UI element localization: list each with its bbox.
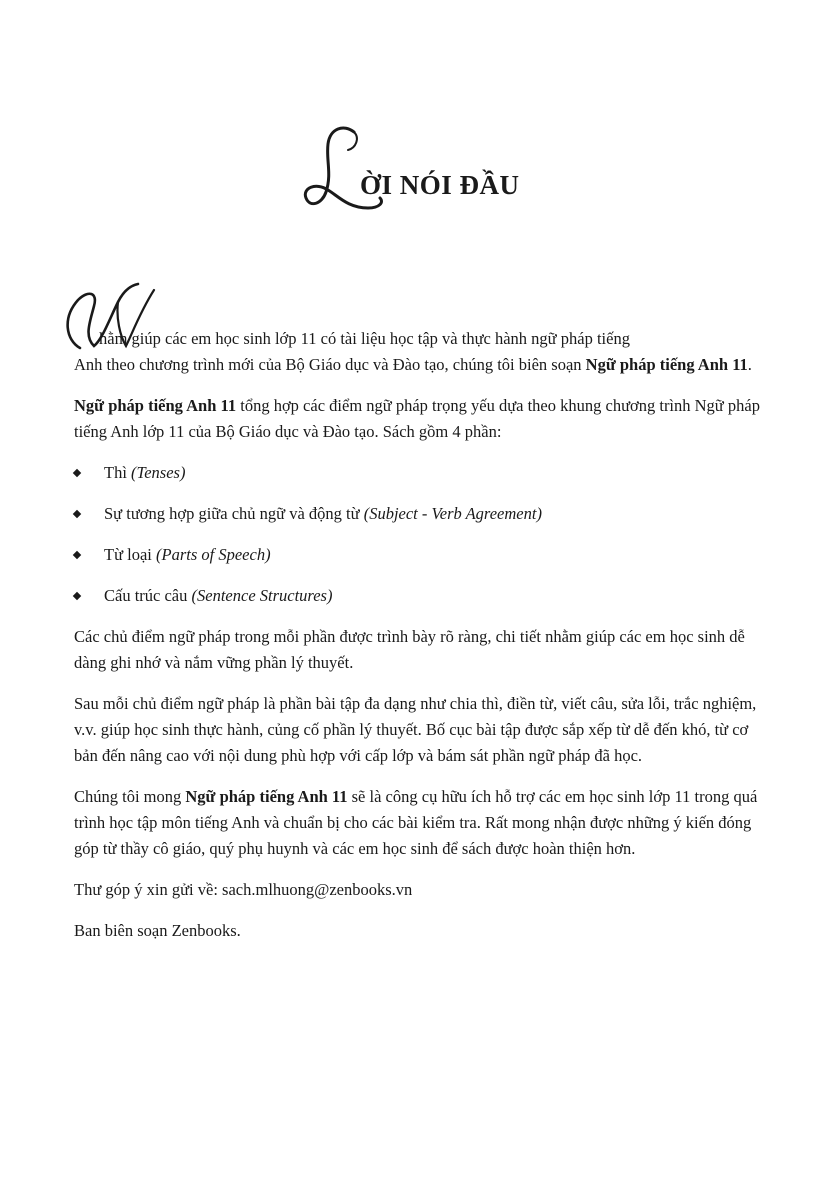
intro-line-2: Anh theo chương trình mới của Bộ Giáo dục và Đào tạo, chúng tôi biên soạn bbox=[74, 355, 586, 374]
contact-line: Thư góp ý xin gửi về: sach.mlhuong@zenbooks.vn bbox=[74, 880, 413, 899]
dropcap-n-flourish bbox=[58, 278, 168, 356]
intro-line-1: hằm giúp các em học sinh lớp 11 có tài liệu học tập và thực hành ngữ pháp tiếng bbox=[99, 329, 630, 348]
bullet-diamond-icon bbox=[73, 469, 81, 477]
part-vi: Sự tương hợp giữa chủ ngữ và động từ bbox=[104, 504, 364, 523]
part-en: (Subject - Verb Agreement) bbox=[363, 504, 542, 523]
part-en: (Parts of Speech) bbox=[156, 545, 271, 564]
hope-post: sẽ là công cụ hữu ích hỗ trợ các em học sinh lớp 11 trong quá trình học tập môn tiếng Anh và chuẩn bị cho các bài kiểm tra. Rất mong nhận được những ý kiến đóng góp từ thầy cô giáo, quý phụ huynh và các em học sinh để sách được hoàn thiện hơn. bbox=[74, 787, 758, 858]
topics-paragraph: Các chủ điểm ngữ pháp trong mỗi phần được trình bày rõ ràng, chi tiết nhằm giúp các em học sinh dễ dàng ghi nhớ và nắm vững phần lý thuyết. bbox=[74, 627, 745, 672]
part-vi: Cấu trúc câu bbox=[104, 586, 192, 605]
signature: Ban biên soạn Zenbooks. bbox=[74, 921, 241, 940]
bullet-diamond-icon bbox=[73, 592, 81, 600]
bullet-diamond-icon bbox=[73, 510, 81, 518]
summary-book-title: Ngữ pháp tiếng Anh 11 bbox=[74, 396, 237, 415]
list-item bbox=[74, 501, 764, 527]
list-item bbox=[74, 583, 764, 609]
hope-pre: Chúng tôi mong bbox=[74, 787, 186, 806]
part-en: (Tenses) bbox=[131, 463, 186, 482]
part-en: (Sentence Structures) bbox=[191, 586, 333, 605]
part-vi: Thì bbox=[104, 463, 132, 482]
summary-text: tổng hợp các điểm ngữ pháp trọng yếu dựa theo khung chương trình Ngữ pháp tiếng Anh lớp 11 của Bộ Giáo dục và Đào tạo. Sách gồm 4 phần: bbox=[74, 396, 760, 441]
intro-book-title: Ngữ pháp tiếng Anh 11 bbox=[585, 355, 748, 374]
bullet-diamond-icon bbox=[73, 551, 81, 559]
intro-period: . bbox=[747, 355, 752, 374]
title-text: ỜI NÓI ĐẦU bbox=[360, 170, 520, 200]
page-title bbox=[296, 118, 626, 228]
summary-paragraph bbox=[74, 393, 764, 445]
hope-paragraph bbox=[74, 784, 764, 862]
list-item bbox=[74, 542, 764, 568]
exercises-paragraph: Sau mỗi chủ điểm ngữ pháp là phần bài tập đa dạng như chia thì, điền từ, viết câu, sửa lỗi, trắc nghiệm, v.v. giúp học sinh thực hành, củng cố phần lý thuyết. Bố cục bài tập được sắp xếp từ dễ đến khó, từ cơ bản đến nâng cao với nội dung phù hợp với cấp lớp và bám sát phần ngữ pháp đã học. bbox=[74, 694, 757, 765]
hope-book-title: Ngữ pháp tiếng Anh 11 bbox=[185, 787, 348, 806]
intro-paragraph bbox=[74, 288, 764, 378]
parts-list bbox=[74, 460, 764, 609]
part-vi: Từ loại bbox=[104, 545, 157, 564]
preface-body bbox=[74, 288, 764, 959]
list-item bbox=[74, 460, 764, 486]
